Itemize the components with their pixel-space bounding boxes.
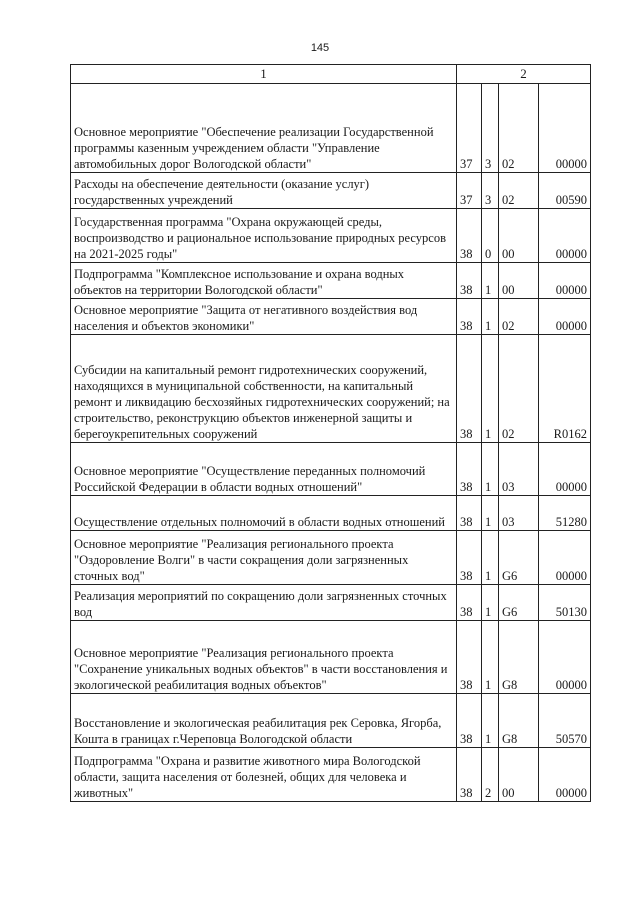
- row-code-2: 2: [482, 748, 499, 802]
- row-code-4: 50130: [539, 585, 591, 621]
- row-code-2: 1: [482, 299, 499, 335]
- row-code-1: 37: [457, 173, 482, 209]
- row-code-2: 0: [482, 209, 499, 263]
- row-code-1: 38: [457, 443, 482, 496]
- row-code-3: G8: [499, 694, 539, 748]
- row-code-1: 38: [457, 694, 482, 748]
- table-row: [71, 263, 591, 299]
- row-code-4: 00000: [539, 209, 591, 263]
- table-header-row: [71, 65, 591, 84]
- table-row: [71, 84, 591, 173]
- row-description: Реализация мероприятий по сокращению доли загрязненных сточных вод: [71, 585, 457, 621]
- header-col-2: 2: [457, 65, 591, 84]
- header-col-1: 1: [71, 65, 457, 84]
- row-code-3: G6: [499, 585, 539, 621]
- row-code-4: 00000: [539, 84, 591, 173]
- table-row: [71, 585, 591, 621]
- row-code-2: 3: [482, 173, 499, 209]
- row-code-3: G8: [499, 621, 539, 694]
- row-description: Расходы на обеспечение деятельности (оказание услуг) государственных учреждений: [71, 173, 457, 209]
- page-number: 145: [310, 42, 330, 54]
- row-code-3: 03: [499, 496, 539, 531]
- table-row: [71, 496, 591, 531]
- row-code-3: 02: [499, 84, 539, 173]
- row-code-2: 1: [482, 496, 499, 531]
- table-row: [71, 173, 591, 209]
- row-description: Основное мероприятие "Защита от негативного воздействия вод населения и объектов экономики": [71, 299, 457, 335]
- table-row: [71, 694, 591, 748]
- row-description: Подпрограмма "Комплексное использование и охрана водных объектов на территории Вологодской области": [71, 263, 457, 299]
- row-description: Субсидии на капитальный ремонт гидротехнических сооружений, находящихся в муниципальной собственности, на капитальный ремонт и ликвидацию бесхозяйных гидротехнических сооружений; на строительство, реконструкцию объектов инженерной защиты и берегоукрепительных сооружений: [71, 335, 457, 443]
- row-code-4: 00000: [539, 531, 591, 585]
- row-code-1: 38: [457, 496, 482, 531]
- table-row: [71, 531, 591, 585]
- row-code-4: 51280: [539, 496, 591, 531]
- row-description: Подпрограмма "Охрана и развитие животного мира Вологодской области, защита населения от болезней, общих для человека и животных": [71, 748, 457, 802]
- row-code-2: 3: [482, 84, 499, 173]
- row-code-2: 1: [482, 443, 499, 496]
- row-description: Государственная программа "Охрана окружающей среды, воспроизводство и рациональное использование природных ресурсов на 2021-2025 годы": [71, 209, 457, 263]
- row-code-1: 38: [457, 621, 482, 694]
- row-code-2: 1: [482, 585, 499, 621]
- row-code-1: 38: [457, 585, 482, 621]
- row-code-4: 00000: [539, 621, 591, 694]
- budget-classification-table: [70, 64, 591, 802]
- row-description: Основное мероприятие "Реализация регионального проекта "Оздоровление Волги" в части сокращения доли загрязненных сточных вод": [71, 531, 457, 585]
- row-code-2: 1: [482, 335, 499, 443]
- row-description: Основное мероприятие "Осуществление переданных полномочий Российской Федерации в области водных отношений": [71, 443, 457, 496]
- row-code-2: 1: [482, 621, 499, 694]
- row-code-1: 38: [457, 209, 482, 263]
- row-code-1: 38: [457, 299, 482, 335]
- row-description: Основное мероприятие "Обеспечение реализации Государственной программы казенным учреждением области "Управление автомобильных дорог Вологодской области": [71, 84, 457, 173]
- row-code-3: 02: [499, 173, 539, 209]
- row-code-4: 00000: [539, 263, 591, 299]
- row-code-2: 1: [482, 263, 499, 299]
- table-row: [71, 621, 591, 694]
- table-row: [71, 443, 591, 496]
- table-row: [71, 748, 591, 802]
- table-row: [71, 299, 591, 335]
- row-code-3: G6: [499, 531, 539, 585]
- row-code-4: 50570: [539, 694, 591, 748]
- row-code-2: 1: [482, 694, 499, 748]
- row-code-1: 38: [457, 748, 482, 802]
- row-code-1: 38: [457, 531, 482, 585]
- row-code-4: 00000: [539, 299, 591, 335]
- row-code-1: 38: [457, 335, 482, 443]
- row-code-4: R0162: [539, 335, 591, 443]
- row-description: Восстановление и экологическая реабилитация рек Серовка, Ягорба, Кошта в границах г.Череповца Вологодской области: [71, 694, 457, 748]
- row-code-1: 38: [457, 263, 482, 299]
- row-code-2: 1: [482, 531, 499, 585]
- row-code-1: 37: [457, 84, 482, 173]
- row-description: Осуществление отдельных полномочий в области водных отношений: [71, 496, 457, 531]
- row-description: Основное мероприятие "Реализация регионального проекта "Сохранение уникальных водных объектов" в части восстановления и экологической реабилитация водных объектов": [71, 621, 457, 694]
- table-row: [71, 209, 591, 263]
- row-code-3: 03: [499, 443, 539, 496]
- row-code-3: 00: [499, 748, 539, 802]
- row-code-4: 00000: [539, 748, 591, 802]
- table-row: [71, 335, 591, 443]
- row-code-4: 00590: [539, 173, 591, 209]
- row-code-4: 00000: [539, 443, 591, 496]
- row-code-3: 02: [499, 335, 539, 443]
- row-code-3: 00: [499, 263, 539, 299]
- row-code-3: 02: [499, 299, 539, 335]
- row-code-3: 00: [499, 209, 539, 263]
